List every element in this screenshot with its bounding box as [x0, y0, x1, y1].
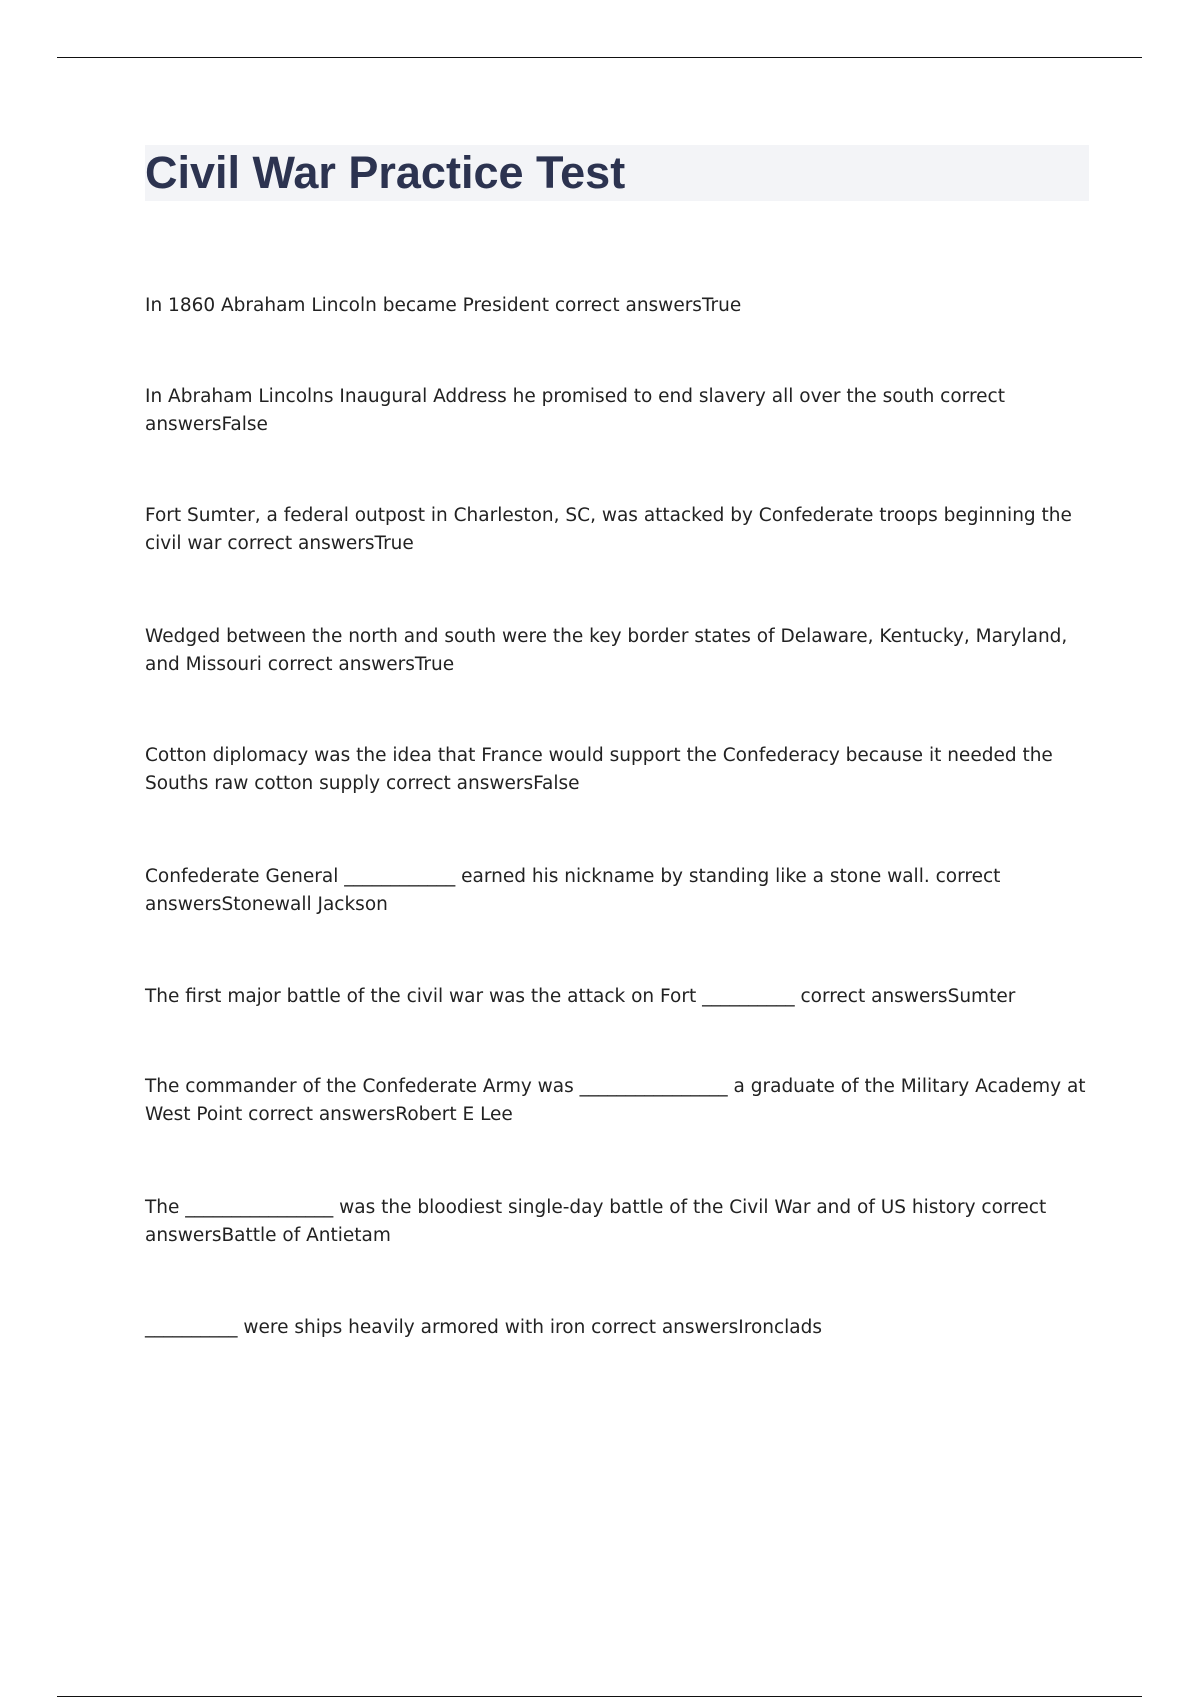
question-item: The first major battle of the civil war was the attack on Fort __________ correct answersSumter	[145, 986, 1016, 1007]
question-item: In 1860 Abraham Lincoln became President correct answersTrue	[145, 295, 742, 316]
question-item: Fort Sumter, a federal outpost in Charleston, SC, was attacked by Confederate troops beginning the civil war correct answersTrue	[145, 505, 1072, 554]
footer-rule	[57, 1696, 1142, 1697]
page-title: Civil War Practice Test	[145, 147, 626, 198]
question-item: Wedged between the north and south were the key border states of Delaware, Kentucky, Maryland, and Missouri correct answersTrue	[145, 626, 1068, 675]
question-item: Cotton diplomacy was the idea that France would support the Confederacy because it needed the Souths raw cotton supply correct answersFalse	[145, 745, 1053, 794]
question-item: In Abraham Lincolns Inaugural Address he promised to end slavery all over the south correct answersFalse	[145, 386, 1005, 435]
question-item: The ________________ was the bloodiest single-day battle of the Civil War and of US history correct answersBattle of Antietam	[145, 1197, 1047, 1246]
question-item: The commander of the Confederate Army was ________________ a graduate of the Military Academy at West Point correct answersRobert E Lee	[145, 1076, 1086, 1125]
question-item: Confederate General ____________ earned his nickname by standing like a stone wall. correct answersStonewall Jackson	[145, 866, 1001, 915]
header-rule	[57, 57, 1142, 58]
question-item: __________ were ships heavily armored with iron correct answersIronclads	[145, 1317, 823, 1338]
